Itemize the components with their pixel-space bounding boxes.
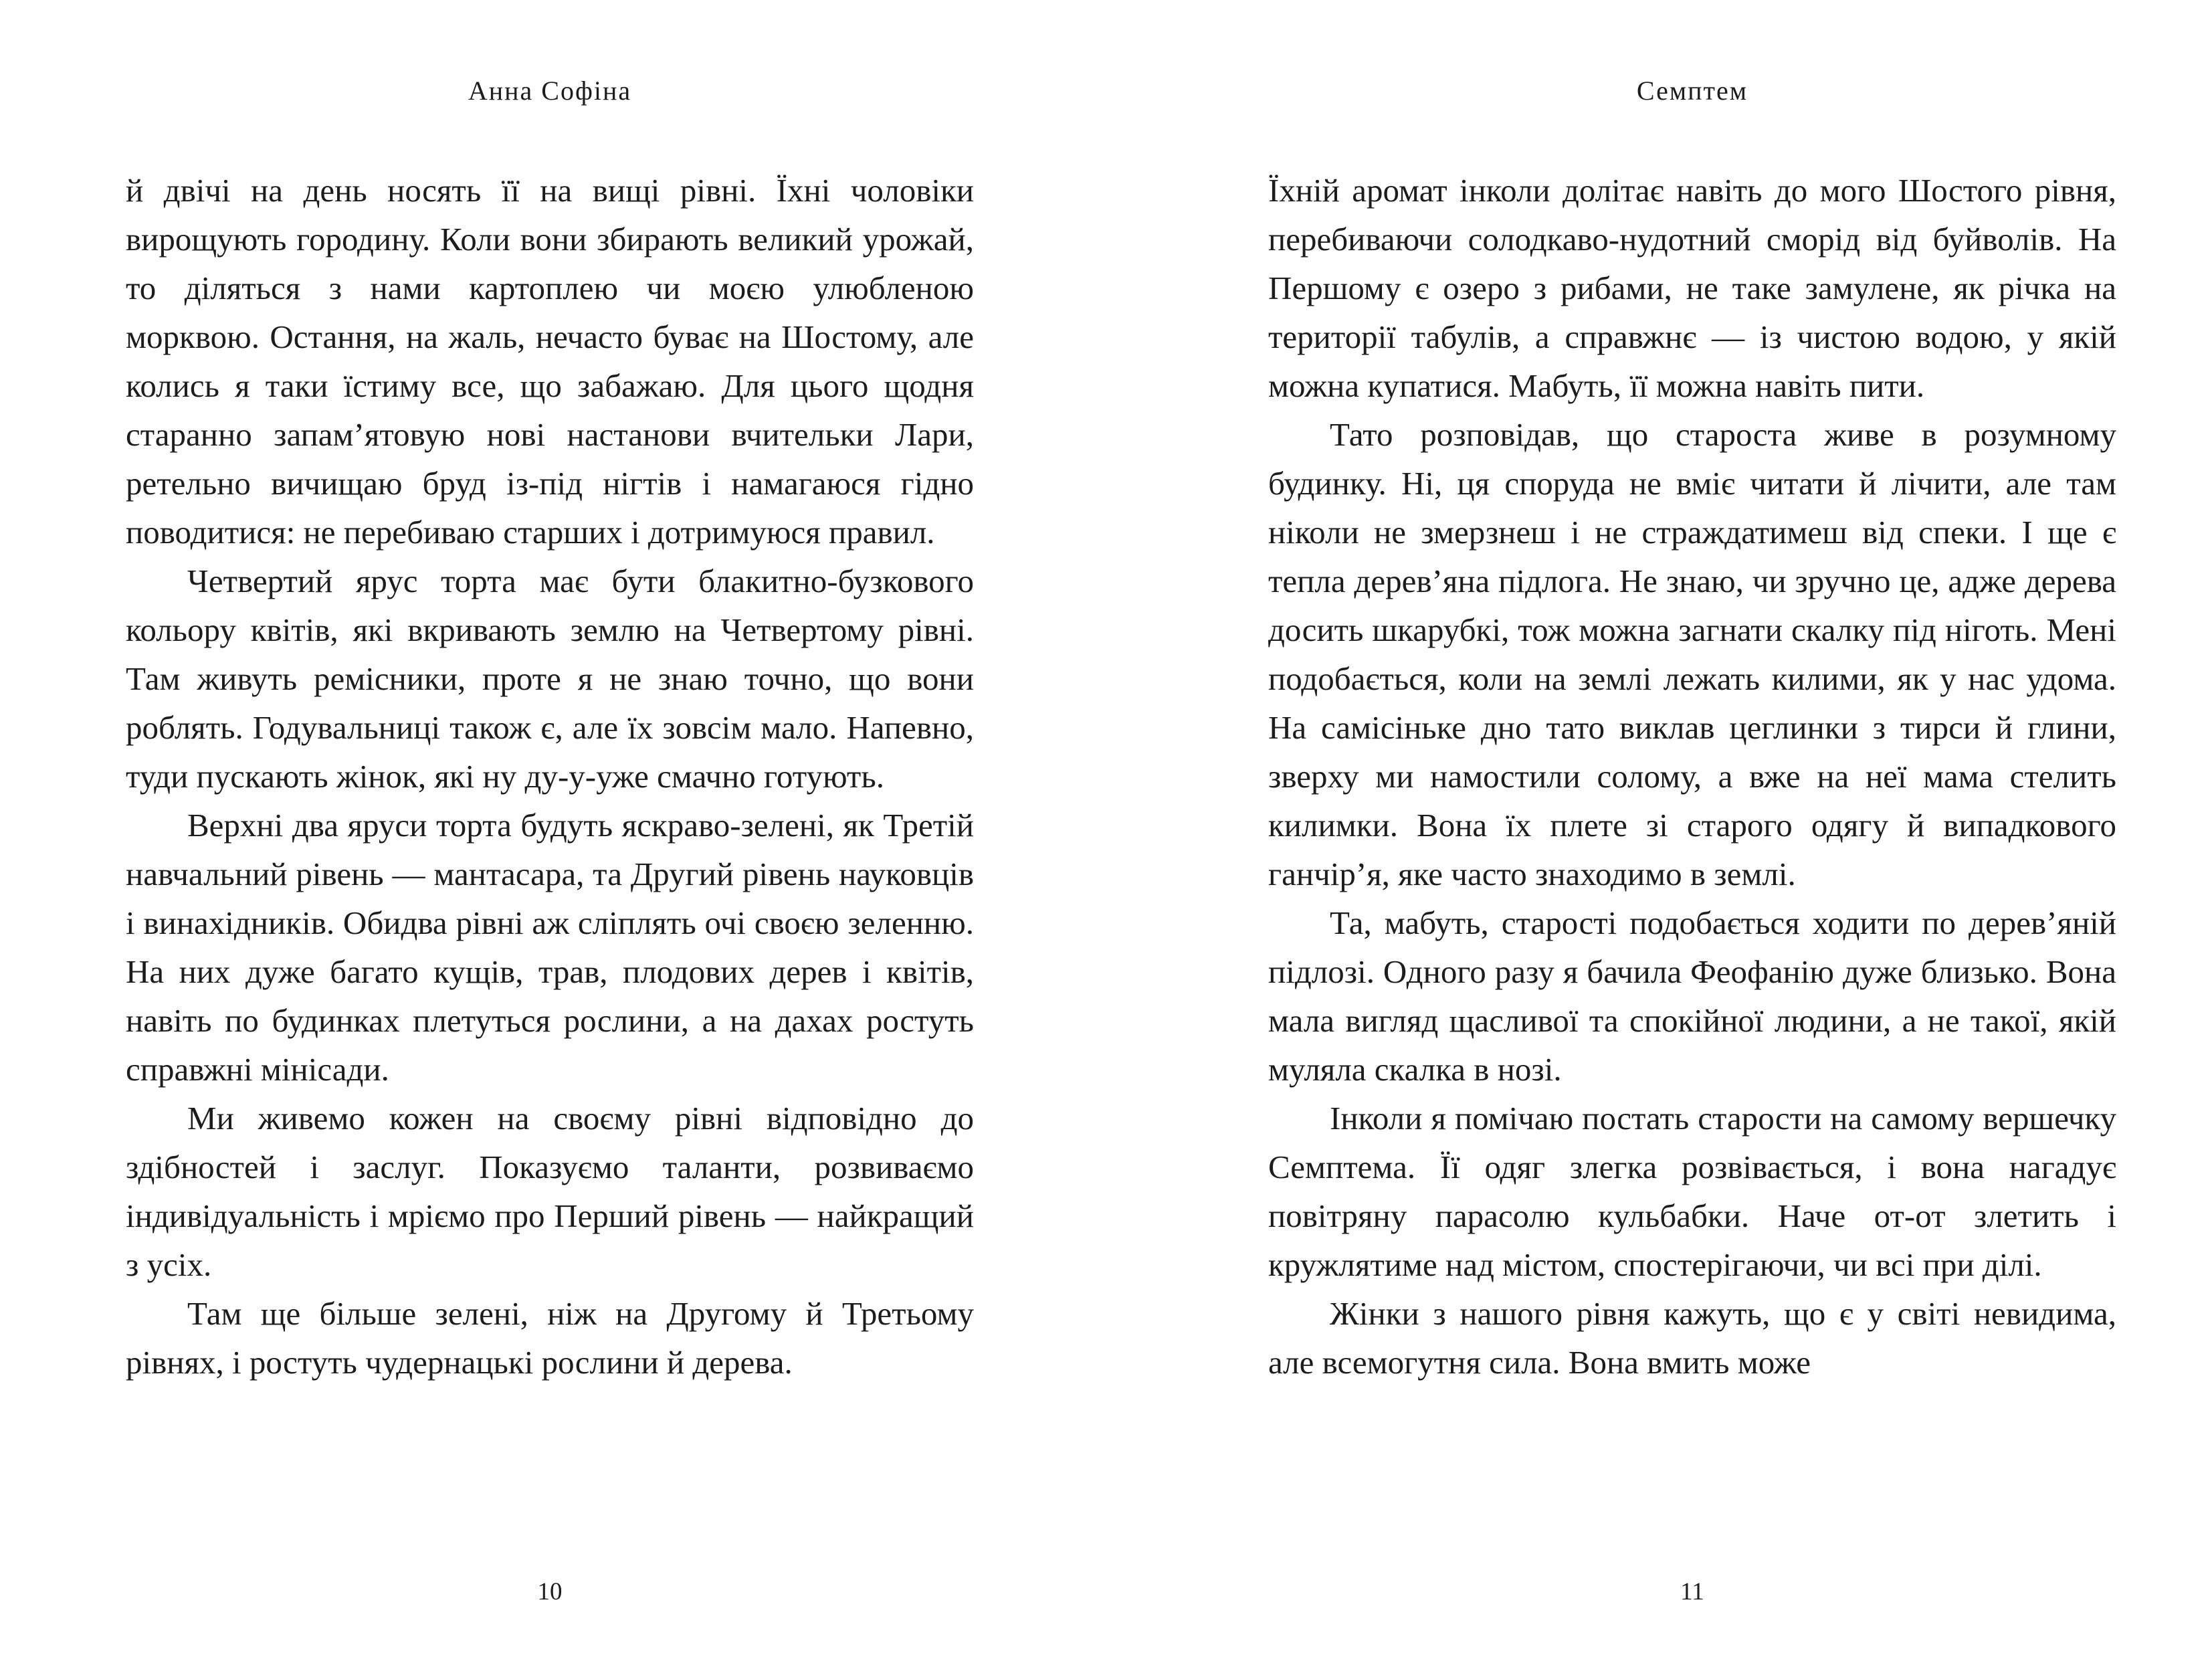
paragraph: Жінки з нашого рівня кажуть, що є у світі невидима, але всемогутня сила. Вона вмить може [1268,1295,2116,1381]
page-right [1268,0,2116,1659]
paragraph: Їхній аромат інколи долітає навіть до мого Шостого рівня, перебиваючи солодкаво-нудотний сморід від буйволів. На Першому є озеро з рибами, не таке замулене, як річка на території табулів, а справжнє — із чистою водою, у якій можна купатися. Мабуть, її можна навіть пити. [1268,172,2116,404]
running-head-author: Анна Софіна [468,76,632,106]
page-left-text [126,166,974,1387]
page-number: 10 [537,1578,563,1605]
page-number: 11 [1680,1578,1704,1605]
paragraph: Четвертий ярус торта має бути блакитно-бузкового кольору квітів, які вкривають землю на Четвертому рівні. Там живуть ремісники, проте я не знаю точно, що вони роблять. Годувальниці також є, але їх зовсім мало. Напевно, туди пускають жінок, які ну ду-у-уже смачно готують. [126,563,974,795]
paragraph: Інколи я помічаю постать старости на самому вершечку Семптема. Її одяг злегка розвівається, і вона нагадує повітряну парасолю кульбабки. Наче от-от злетить і кружлятиме над містом, спостерігаючи, чи всі при ділі. [1268,1100,2116,1283]
paragraph: Там ще більше зелені, ніж на Другому й Третьому рівнях, і ростуть чудернацькі рослини й дерева. [126,1295,974,1381]
page-right-text [1268,166,2116,1387]
running-head-title: Семптем [1636,76,1748,106]
paragraph: Верхні два яруси торта будуть яскраво-зелені, як Третій навчальний рівень — мантасара, та Другий рівень науковців і винахідників. Обидва рівні аж сліплять очі своєю зеленню. На них дуже багато кущів, трав, плодових дерев і квітів, навіть по будинках плетуться рослини, а на дахах ростуть справжні мінісади. [126,807,974,1088]
paragraph: Та, мабуть, старості подобається ходити по дерев’яній підлозі. Одного разу я бачила Феофанію дуже близько. Вона мала вигляд щасливої та спокійної людини, а не такої, якій муляла скалка в нозі. [1268,904,2116,1088]
paragraph: Тато розповідав, що староста живе в розумному будинку. Ні, ця споруда не вміє читати й лічити, але там ніколи не змерзнеш і не страждатимеш від спеки. І ще є тепла дерев’яна підлога. Не знаю, чи зручно це, адже дерева досить шкарубкі, тож можна загнати скалку під ніготь. Мені подобається, коли на землі лежать килими, як у нас удома. На самісіньке дно тато виклав цеглинки з тирси й глини, зверху ми намостили солому, а вже на неї мама стелить килимки. Вона їх плете зі старого одягу й випадкового ганчір’я, яке часто знаходимо в землі. [1268,416,2116,892]
page-left [126,0,974,1659]
paragraph: Ми живемо кожен на своєму рівні відповідно до здібностей і заслуг. Показуємо таланти, розвиваємо індивідуальність і мріємо про Перший рівень — найкращий з усіх. [126,1100,974,1283]
paragraph: й двічі на день носять її на вищі рівні. Їхні чоловіки вирощують городину. Коли вони збирають великий урожай, то діляться з нами картоплею чи моєю улюбленою морквою. Остання, на жаль, нечасто буває на Шостому, але колись я таки їстиму все, що забажаю. Для цього щодня старанно запам’ятовую нові настанови вчительки Лари, ретельно вичищаю бруд із-під нігтів і намагаюся гідно поводитися: не перебиваю старших і дотримуюся правил. [126,172,974,551]
